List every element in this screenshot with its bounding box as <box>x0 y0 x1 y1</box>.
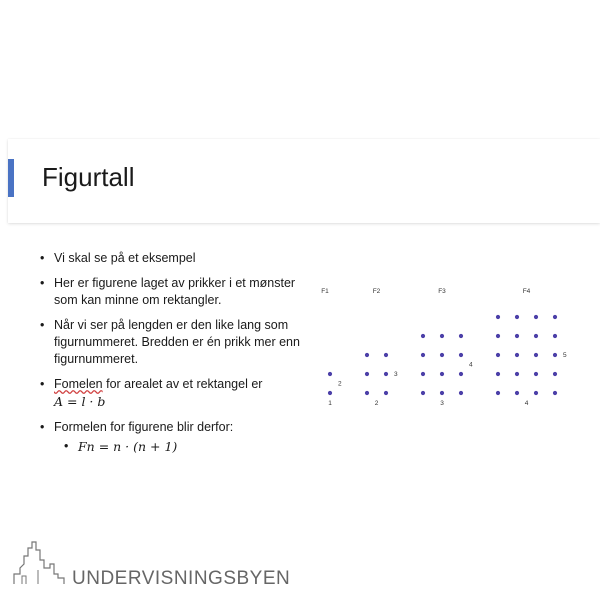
bullet-text: for arealet av et rektangel er <box>102 377 263 391</box>
figure-dot <box>496 334 500 338</box>
figure-dot <box>534 372 538 376</box>
title-band <box>8 139 600 223</box>
figure-dot <box>328 372 332 376</box>
figure-dot <box>421 353 425 357</box>
figure-height-label: 3 <box>394 371 398 378</box>
rectangle-area-formula: A = l · b <box>54 394 106 409</box>
figure-dot <box>421 334 425 338</box>
figure-dot <box>496 372 500 376</box>
figure-dot <box>459 353 463 357</box>
bullet-list <box>40 250 302 464</box>
bullet-item <box>40 376 302 411</box>
figure-dot <box>534 334 538 338</box>
figure-dot <box>384 391 388 395</box>
figure-dot <box>365 353 369 357</box>
figure-dot <box>384 372 388 376</box>
figure-label: F1 <box>321 288 329 295</box>
figure-width-label: 3 <box>440 400 444 407</box>
figure-width-label: 2 <box>374 400 379 407</box>
figure-dot <box>496 391 500 395</box>
figure-dot <box>553 391 557 395</box>
figure-dot <box>365 391 369 395</box>
figure-dot <box>459 372 463 376</box>
bullet-item <box>40 275 302 309</box>
figure-dot <box>534 391 538 395</box>
bullet-text: Når vi ser på lengden er den like lang som figurnummeret. Bredden er én prikk mer enn figurnummeret. <box>54 318 300 366</box>
figure-dot <box>440 334 444 338</box>
figure-dot <box>515 391 519 395</box>
figure-dot <box>515 334 519 338</box>
figure-height-label: 4 <box>469 361 473 369</box>
bullet-item <box>40 250 302 267</box>
bullet-text-link: Fomelen <box>54 377 103 391</box>
bullet-text: Her er figurene laget av prikker i et mønster som kan minne om rektangler. <box>54 276 296 307</box>
figure-dot <box>515 353 519 357</box>
title-accent-bar <box>8 159 14 197</box>
figure-dot <box>459 334 463 338</box>
figure-height-label: 2 <box>338 380 342 388</box>
logo-text: UNDERVISNINGSBYEN <box>72 568 291 589</box>
figure-label: F3 <box>438 288 446 295</box>
figure-dot <box>328 391 332 395</box>
slide-title: Figurtall <box>42 162 135 192</box>
figure-dot <box>440 391 444 395</box>
figure-dot <box>440 372 444 376</box>
figure-dot <box>421 391 425 395</box>
bullet-text: Vi skal se på et eksempel <box>54 251 196 265</box>
city-skyline-icon <box>12 540 72 588</box>
figure-dot <box>515 372 519 376</box>
figure-dot <box>440 353 444 357</box>
figure-dot <box>553 334 557 338</box>
figure-dot <box>496 353 500 357</box>
figure-width-label: 1 <box>328 400 332 407</box>
figure-dot <box>365 372 369 376</box>
figure-dot <box>421 372 425 376</box>
figure-dot <box>496 315 500 319</box>
figure-label: F2 <box>372 288 381 295</box>
figure-label: F4 <box>522 288 531 295</box>
figure-number-diagram <box>310 280 600 420</box>
figure-formula: Fn = n · (n + 1) <box>78 439 178 454</box>
figure-dot <box>553 353 557 357</box>
figure-dot <box>534 353 538 357</box>
sub-bullet-item <box>54 438 302 456</box>
figure-dot <box>534 315 538 319</box>
bullet-item <box>40 419 302 456</box>
bullet-text: Formelen for figurene blir derfor: <box>54 420 234 434</box>
figure-dot <box>553 315 557 319</box>
logo <box>12 540 312 590</box>
figure-dot <box>553 372 557 376</box>
figure-width-label: 4 <box>524 400 529 407</box>
figure-height-label: 5 <box>563 352 567 359</box>
figure-dot <box>459 391 463 395</box>
figure-dot <box>515 315 519 319</box>
figure-dot <box>384 353 388 357</box>
bullet-item <box>40 317 302 368</box>
